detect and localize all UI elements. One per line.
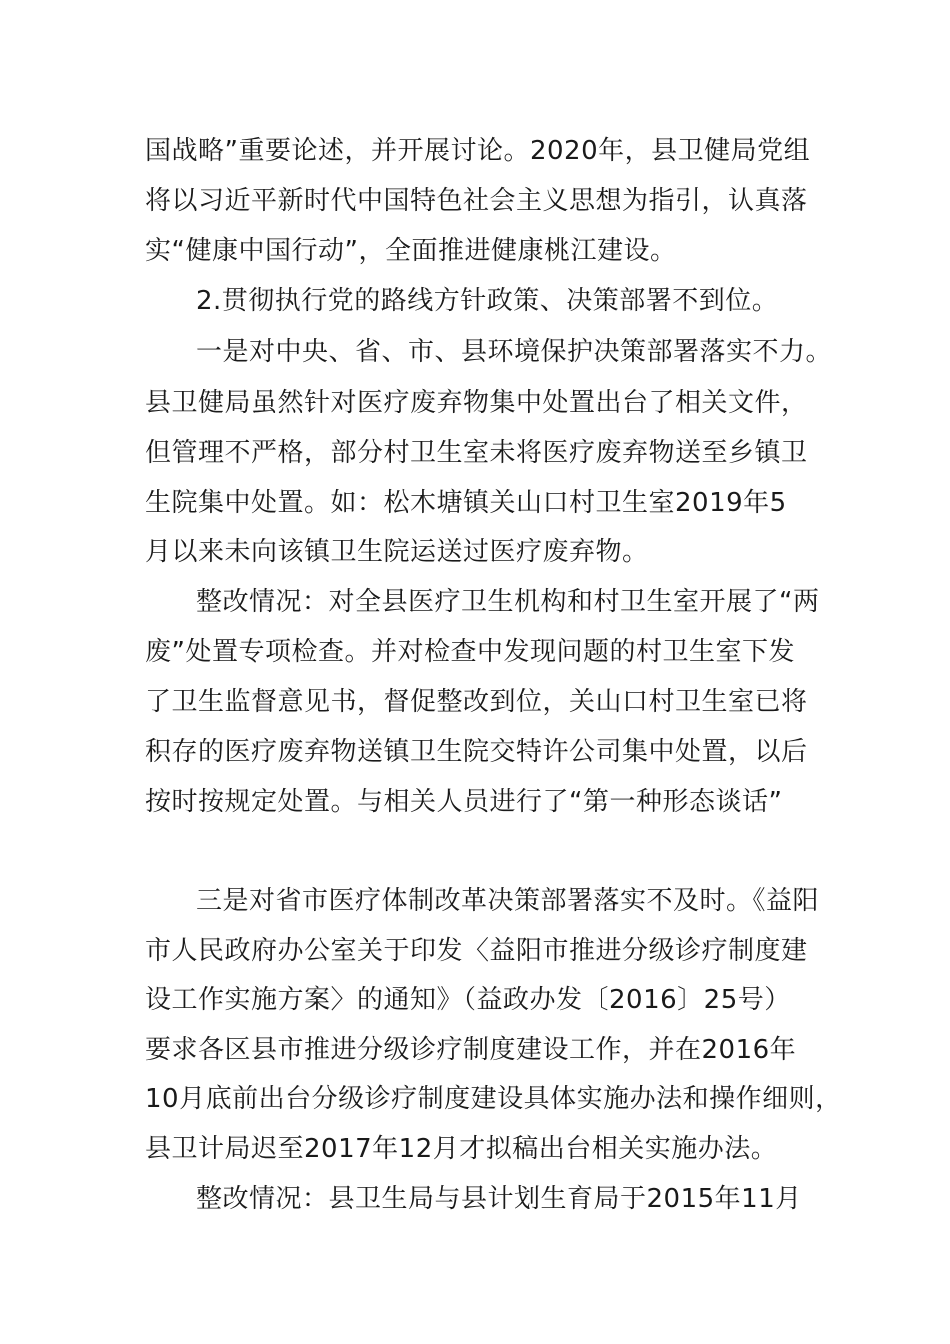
paragraph-line: 按时按规定处置。与相关人员进行了“第一种形态谈话” — [145, 787, 783, 817]
paragraph-line: 积存的医疗废弃物送镇卫生院交特许公司集中处置，以后 — [145, 737, 808, 767]
paragraph-line: 县卫健局虽然针对医疗废弃物集中处置出台了相关文件， — [145, 388, 808, 418]
paragraph-line: 10月底前出台分级诊疗制度建设具体实施办法和操作细则， — [145, 1084, 842, 1114]
paragraph-line: 一是对中央、省、市、县环境保护决策部署落实不力。 — [196, 337, 833, 367]
paragraph-line: 了卫生监督意见书，督促整改到位，关山口村卫生室已将 — [145, 687, 808, 717]
paragraph-line: 将以习近平新时代中国特色社会主义思想为指引，认真落 — [145, 186, 808, 216]
paragraph-line: 生院集中处置。如：松木塘镇关山口村卫生室2019年5 — [145, 488, 787, 518]
paragraph-line: 整改情况：县卫生局与县计划生育局于2015年11月 — [196, 1184, 802, 1214]
paragraph-line: 但管理不严格，部分村卫生室未将医疗废弃物送至乡镇卫 — [145, 438, 808, 468]
paragraph-line: 国战略”重要论述，并开展讨论。2020年，县卫健局党组 — [145, 136, 811, 166]
paragraph-line: 废”处置专项检查。并对检查中发现问题的村卫生室下发 — [145, 637, 795, 667]
paragraph-line: 市人民政府办公室关于印发〈益阳市推进分级诊疗制度建 — [145, 936, 808, 966]
paragraph-line: 县卫计局迟至2017年12月才拟稿出台相关实施办法。 — [145, 1134, 778, 1164]
paragraph-line: 月以来未向该镇卫生院运送过医疗废弃物。 — [145, 537, 649, 567]
paragraph-line: 整改情况：对全县医疗卫生机构和村卫生室开展了“两 — [196, 587, 820, 617]
section-heading: 2.贯彻执行党的路线方针政策、决策部署不到位。 — [196, 286, 779, 316]
paragraph-line: 设工作实施方案〉的通知》（益政办发〔2016〕25号） — [145, 985, 791, 1015]
paragraph-line: 三是对省市医疗体制改革决策部署落实不及时。《益阳 — [196, 886, 820, 916]
paragraph-line: 实“健康中国行动”，全面推进健康桃江建设。 — [145, 236, 677, 266]
paragraph-line: 要求各区县市推进分级诊疗制度建设工作，并在2016年 — [145, 1035, 797, 1065]
